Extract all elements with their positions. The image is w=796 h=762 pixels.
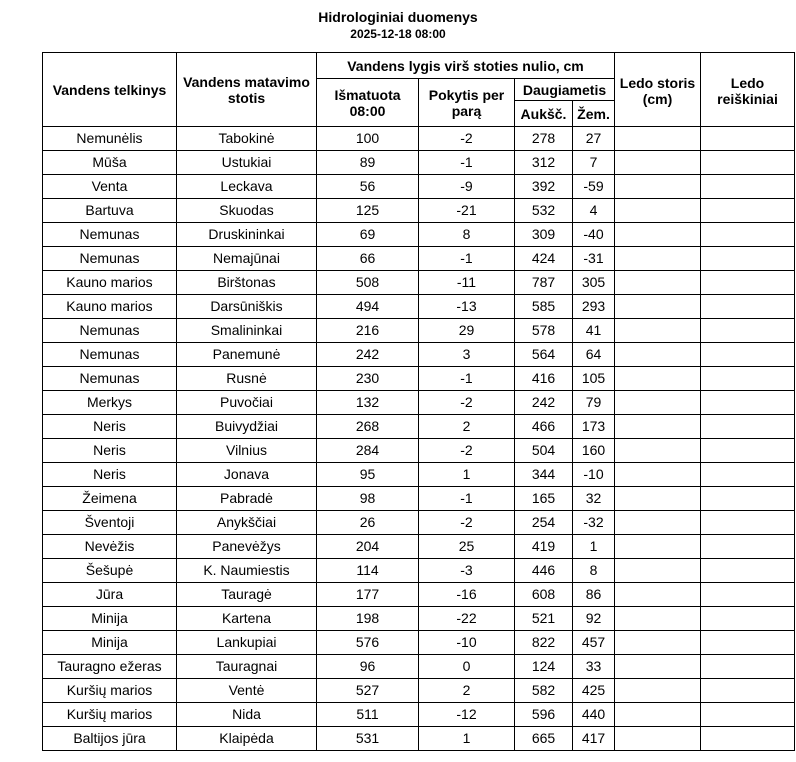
table-row	[43, 631, 795, 655]
cell-longterm-high: 504	[515, 439, 573, 463]
cell-ice-phenomena	[701, 439, 795, 463]
cell-water-body: Kuršių marios	[43, 679, 177, 703]
cell-ice-phenomena	[701, 319, 795, 343]
cell-ice-thickness	[615, 487, 701, 511]
cell-measured: 242	[317, 343, 419, 367]
cell-ice-thickness	[615, 703, 701, 727]
cell-ice-thickness	[615, 559, 701, 583]
hydrology-table	[42, 52, 795, 751]
table-row	[43, 559, 795, 583]
cell-ice-phenomena	[701, 367, 795, 391]
cell-longterm-high: 466	[515, 415, 573, 439]
table-row	[43, 127, 795, 151]
cell-measured: 230	[317, 367, 419, 391]
cell-longterm-high: 787	[515, 271, 573, 295]
cell-water-body: Nemunėlis	[43, 127, 177, 151]
cell-longterm-low: -40	[573, 223, 615, 247]
table-row	[43, 367, 795, 391]
table-row	[43, 391, 795, 415]
cell-longterm-high: 582	[515, 679, 573, 703]
cell-measured: 268	[317, 415, 419, 439]
table-row	[43, 439, 795, 463]
cell-daily-change: -1	[419, 487, 515, 511]
cell-ice-phenomena	[701, 559, 795, 583]
cell-measured: 95	[317, 463, 419, 487]
cell-daily-change: -9	[419, 175, 515, 199]
cell-ice-thickness	[615, 631, 701, 655]
cell-ice-thickness	[615, 127, 701, 151]
cell-daily-change: -2	[419, 127, 515, 151]
cell-ice-thickness	[615, 679, 701, 703]
table-body	[43, 127, 795, 751]
cell-longterm-low: -32	[573, 511, 615, 535]
cell-measured: 114	[317, 559, 419, 583]
table-row	[43, 607, 795, 631]
cell-ice-thickness	[615, 391, 701, 415]
header-water-level: Vandens lygis virš stoties nulio, cm	[317, 53, 615, 79]
cell-longterm-high: 585	[515, 295, 573, 319]
cell-measured: 508	[317, 271, 419, 295]
cell-ice-phenomena	[701, 343, 795, 367]
cell-ice-phenomena	[701, 271, 795, 295]
cell-longterm-low: 32	[573, 487, 615, 511]
cell-longterm-high: 665	[515, 727, 573, 751]
cell-station: Ustukiai	[177, 151, 317, 175]
cell-water-body: Jūra	[43, 583, 177, 607]
cell-ice-phenomena	[701, 487, 795, 511]
cell-water-body: Minija	[43, 607, 177, 631]
cell-station: Pabradė	[177, 487, 317, 511]
cell-longterm-high: 532	[515, 199, 573, 223]
cell-measured: 494	[317, 295, 419, 319]
cell-longterm-high: 124	[515, 655, 573, 679]
cell-longterm-high: 578	[515, 319, 573, 343]
cell-daily-change: -12	[419, 703, 515, 727]
cell-ice-phenomena	[701, 295, 795, 319]
cell-daily-change: 29	[419, 319, 515, 343]
cell-ice-thickness	[615, 319, 701, 343]
cell-longterm-high: 242	[515, 391, 573, 415]
header-longterm: Daugiametis	[515, 79, 615, 101]
cell-ice-thickness	[615, 151, 701, 175]
cell-ice-phenomena	[701, 463, 795, 487]
table-row	[43, 199, 795, 223]
cell-daily-change: 1	[419, 727, 515, 751]
cell-water-body: Neris	[43, 415, 177, 439]
cell-longterm-high: 254	[515, 511, 573, 535]
cell-ice-phenomena	[701, 247, 795, 271]
cell-water-body: Merkys	[43, 391, 177, 415]
cell-longterm-low: 293	[573, 295, 615, 319]
cell-ice-phenomena	[701, 223, 795, 247]
cell-water-body: Kauno marios	[43, 295, 177, 319]
cell-station: Tauragnai	[177, 655, 317, 679]
header-daily-change: Pokytis per parą	[419, 79, 515, 127]
cell-station: Panevėžys	[177, 535, 317, 559]
cell-station: Druskininkai	[177, 223, 317, 247]
table-row	[43, 223, 795, 247]
cell-water-body: Minija	[43, 631, 177, 655]
cell-ice-thickness	[615, 223, 701, 247]
table-row	[43, 175, 795, 199]
cell-longterm-low: 425	[573, 679, 615, 703]
cell-longterm-high: 309	[515, 223, 573, 247]
cell-station: Anykščiai	[177, 511, 317, 535]
cell-ice-phenomena	[701, 655, 795, 679]
cell-longterm-high: 521	[515, 607, 573, 631]
table-row	[43, 583, 795, 607]
cell-ice-phenomena	[701, 607, 795, 631]
cell-water-body: Nemunas	[43, 247, 177, 271]
cell-daily-change: -3	[419, 559, 515, 583]
cell-daily-change: -11	[419, 271, 515, 295]
cell-water-body: Nevėžis	[43, 535, 177, 559]
cell-longterm-low: 173	[573, 415, 615, 439]
cell-longterm-low: 64	[573, 343, 615, 367]
cell-daily-change: -1	[419, 247, 515, 271]
cell-longterm-low: 457	[573, 631, 615, 655]
cell-station: Lankupiai	[177, 631, 317, 655]
cell-ice-thickness	[615, 415, 701, 439]
cell-measured: 89	[317, 151, 419, 175]
table-row	[43, 271, 795, 295]
cell-ice-phenomena	[701, 727, 795, 751]
cell-measured: 576	[317, 631, 419, 655]
table-header	[43, 53, 795, 127]
header-station: Vandens matavimo stotis	[177, 53, 317, 127]
cell-measured: 26	[317, 511, 419, 535]
cell-station: Puvočiai	[177, 391, 317, 415]
cell-longterm-low: 86	[573, 583, 615, 607]
cell-water-body: Šventoji	[43, 511, 177, 535]
table-row	[43, 319, 795, 343]
cell-longterm-high: 424	[515, 247, 573, 271]
cell-ice-thickness	[615, 583, 701, 607]
cell-ice-thickness	[615, 655, 701, 679]
cell-station: Smalininkai	[177, 319, 317, 343]
cell-station: Jonava	[177, 463, 317, 487]
cell-ice-thickness	[615, 247, 701, 271]
header-water-body: Vandens telkinys	[43, 53, 177, 127]
cell-ice-thickness	[615, 607, 701, 631]
cell-water-body: Nemunas	[43, 343, 177, 367]
table-row	[43, 655, 795, 679]
cell-station: Rusnė	[177, 367, 317, 391]
table-row	[43, 511, 795, 535]
cell-station: Leckava	[177, 175, 317, 199]
cell-longterm-low: 7	[573, 151, 615, 175]
cell-daily-change: 2	[419, 415, 515, 439]
cell-measured: 198	[317, 607, 419, 631]
cell-longterm-high: 419	[515, 535, 573, 559]
cell-ice-thickness	[615, 511, 701, 535]
cell-measured: 527	[317, 679, 419, 703]
cell-station: Kartena	[177, 607, 317, 631]
cell-water-body: Bartuva	[43, 199, 177, 223]
cell-station: Skuodas	[177, 199, 317, 223]
cell-longterm-high: 596	[515, 703, 573, 727]
cell-longterm-low: 4	[573, 199, 615, 223]
cell-longterm-high: 446	[515, 559, 573, 583]
cell-daily-change: 3	[419, 343, 515, 367]
cell-station: Buivydžiai	[177, 415, 317, 439]
report-datetime: 2025-12-18 08:00	[350, 27, 446, 41]
cell-longterm-high: 822	[515, 631, 573, 655]
cell-measured: 511	[317, 703, 419, 727]
cell-daily-change: 1	[419, 463, 515, 487]
cell-daily-change: -1	[419, 367, 515, 391]
table-row	[43, 247, 795, 271]
cell-ice-thickness	[615, 175, 701, 199]
cell-longterm-low: 417	[573, 727, 615, 751]
cell-ice-phenomena	[701, 127, 795, 151]
table-row	[43, 703, 795, 727]
cell-longterm-low: 8	[573, 559, 615, 583]
cell-ice-phenomena	[701, 535, 795, 559]
cell-daily-change: -13	[419, 295, 515, 319]
cell-daily-change: -2	[419, 391, 515, 415]
cell-measured: 98	[317, 487, 419, 511]
cell-ice-phenomena	[701, 151, 795, 175]
cell-ice-thickness	[615, 727, 701, 751]
cell-station: Vilnius	[177, 439, 317, 463]
cell-longterm-high: 608	[515, 583, 573, 607]
cell-water-body: Žeimena	[43, 487, 177, 511]
cell-longterm-low: 27	[573, 127, 615, 151]
cell-water-body: Nemunas	[43, 223, 177, 247]
cell-measured: 66	[317, 247, 419, 271]
cell-measured: 96	[317, 655, 419, 679]
cell-measured: 284	[317, 439, 419, 463]
table-row	[43, 679, 795, 703]
cell-water-body: Kauno marios	[43, 271, 177, 295]
cell-longterm-low: 92	[573, 607, 615, 631]
cell-station: K. Naumiestis	[177, 559, 317, 583]
cell-ice-phenomena	[701, 703, 795, 727]
header-ice-phenomena: Ledo reiškiniai	[701, 53, 795, 127]
cell-ice-phenomena	[701, 679, 795, 703]
cell-longterm-low: 79	[573, 391, 615, 415]
cell-station: Tauragė	[177, 583, 317, 607]
cell-daily-change: -1	[419, 151, 515, 175]
table-row	[43, 151, 795, 175]
cell-longterm-high: 312	[515, 151, 573, 175]
cell-longterm-high: 564	[515, 343, 573, 367]
cell-daily-change: -22	[419, 607, 515, 631]
cell-water-body: Tauragno ežeras	[43, 655, 177, 679]
cell-longterm-low: -59	[573, 175, 615, 199]
cell-measured: 125	[317, 199, 419, 223]
cell-longterm-high: 165	[515, 487, 573, 511]
cell-daily-change: 2	[419, 679, 515, 703]
cell-ice-phenomena	[701, 511, 795, 535]
cell-ice-phenomena	[701, 391, 795, 415]
cell-daily-change: -21	[419, 199, 515, 223]
cell-station: Darsūniškis	[177, 295, 317, 319]
table-row	[43, 343, 795, 367]
cell-station: Nida	[177, 703, 317, 727]
cell-longterm-low: -31	[573, 247, 615, 271]
cell-daily-change: 25	[419, 535, 515, 559]
cell-ice-phenomena	[701, 583, 795, 607]
cell-water-body: Neris	[43, 463, 177, 487]
cell-longterm-low: 1	[573, 535, 615, 559]
cell-water-body: Venta	[43, 175, 177, 199]
cell-longterm-high: 392	[515, 175, 573, 199]
cell-longterm-low: 41	[573, 319, 615, 343]
cell-longterm-high: 344	[515, 463, 573, 487]
cell-ice-phenomena	[701, 631, 795, 655]
cell-ice-phenomena	[701, 175, 795, 199]
cell-station: Tabokinė	[177, 127, 317, 151]
cell-measured: 177	[317, 583, 419, 607]
cell-ice-thickness	[615, 199, 701, 223]
cell-station: Klaipėda	[177, 727, 317, 751]
cell-longterm-low: 160	[573, 439, 615, 463]
cell-daily-change: -2	[419, 439, 515, 463]
cell-water-body: Nemunas	[43, 367, 177, 391]
cell-ice-thickness	[615, 535, 701, 559]
table-row	[43, 463, 795, 487]
page-title: Hidrologiniai duomenys	[318, 9, 478, 25]
cell-daily-change: 8	[419, 223, 515, 247]
header-ice-thickness: Ledo storis (cm)	[615, 53, 701, 127]
cell-ice-phenomena	[701, 199, 795, 223]
cell-measured: 531	[317, 727, 419, 751]
cell-measured: 56	[317, 175, 419, 199]
cell-longterm-high: 416	[515, 367, 573, 391]
cell-ice-thickness	[615, 295, 701, 319]
cell-measured: 216	[317, 319, 419, 343]
cell-measured: 132	[317, 391, 419, 415]
cell-daily-change: -16	[419, 583, 515, 607]
cell-water-body: Šešupė	[43, 559, 177, 583]
cell-longterm-low: 440	[573, 703, 615, 727]
table-row	[43, 535, 795, 559]
cell-ice-thickness	[615, 463, 701, 487]
cell-ice-phenomena	[701, 415, 795, 439]
cell-daily-change: 0	[419, 655, 515, 679]
cell-water-body: Mūša	[43, 151, 177, 175]
table-row	[43, 727, 795, 751]
cell-longterm-low: 305	[573, 271, 615, 295]
cell-water-body: Kuršių marios	[43, 703, 177, 727]
cell-longterm-low: 33	[573, 655, 615, 679]
cell-ice-thickness	[615, 367, 701, 391]
cell-longterm-high: 278	[515, 127, 573, 151]
table-row	[43, 295, 795, 319]
cell-ice-thickness	[615, 439, 701, 463]
cell-water-body: Nemunas	[43, 319, 177, 343]
cell-ice-thickness	[615, 343, 701, 367]
cell-daily-change: -2	[419, 511, 515, 535]
cell-station: Ventė	[177, 679, 317, 703]
cell-longterm-low: -10	[573, 463, 615, 487]
header-measured: Išmatuota 08:00	[317, 79, 419, 127]
cell-longterm-low: 105	[573, 367, 615, 391]
cell-measured: 204	[317, 535, 419, 559]
table-row	[43, 487, 795, 511]
cell-station: Nemajūnai	[177, 247, 317, 271]
cell-measured: 100	[317, 127, 419, 151]
header-longterm-high: Aukšč.	[515, 101, 573, 127]
cell-daily-change: -10	[419, 631, 515, 655]
report-header	[0, 8, 796, 42]
table-row	[43, 415, 795, 439]
cell-water-body: Baltijos jūra	[43, 727, 177, 751]
cell-station: Birštonas	[177, 271, 317, 295]
cell-water-body: Neris	[43, 439, 177, 463]
header-longterm-low: Žem.	[573, 101, 615, 127]
cell-measured: 69	[317, 223, 419, 247]
cell-station: Panemunė	[177, 343, 317, 367]
cell-ice-thickness	[615, 271, 701, 295]
